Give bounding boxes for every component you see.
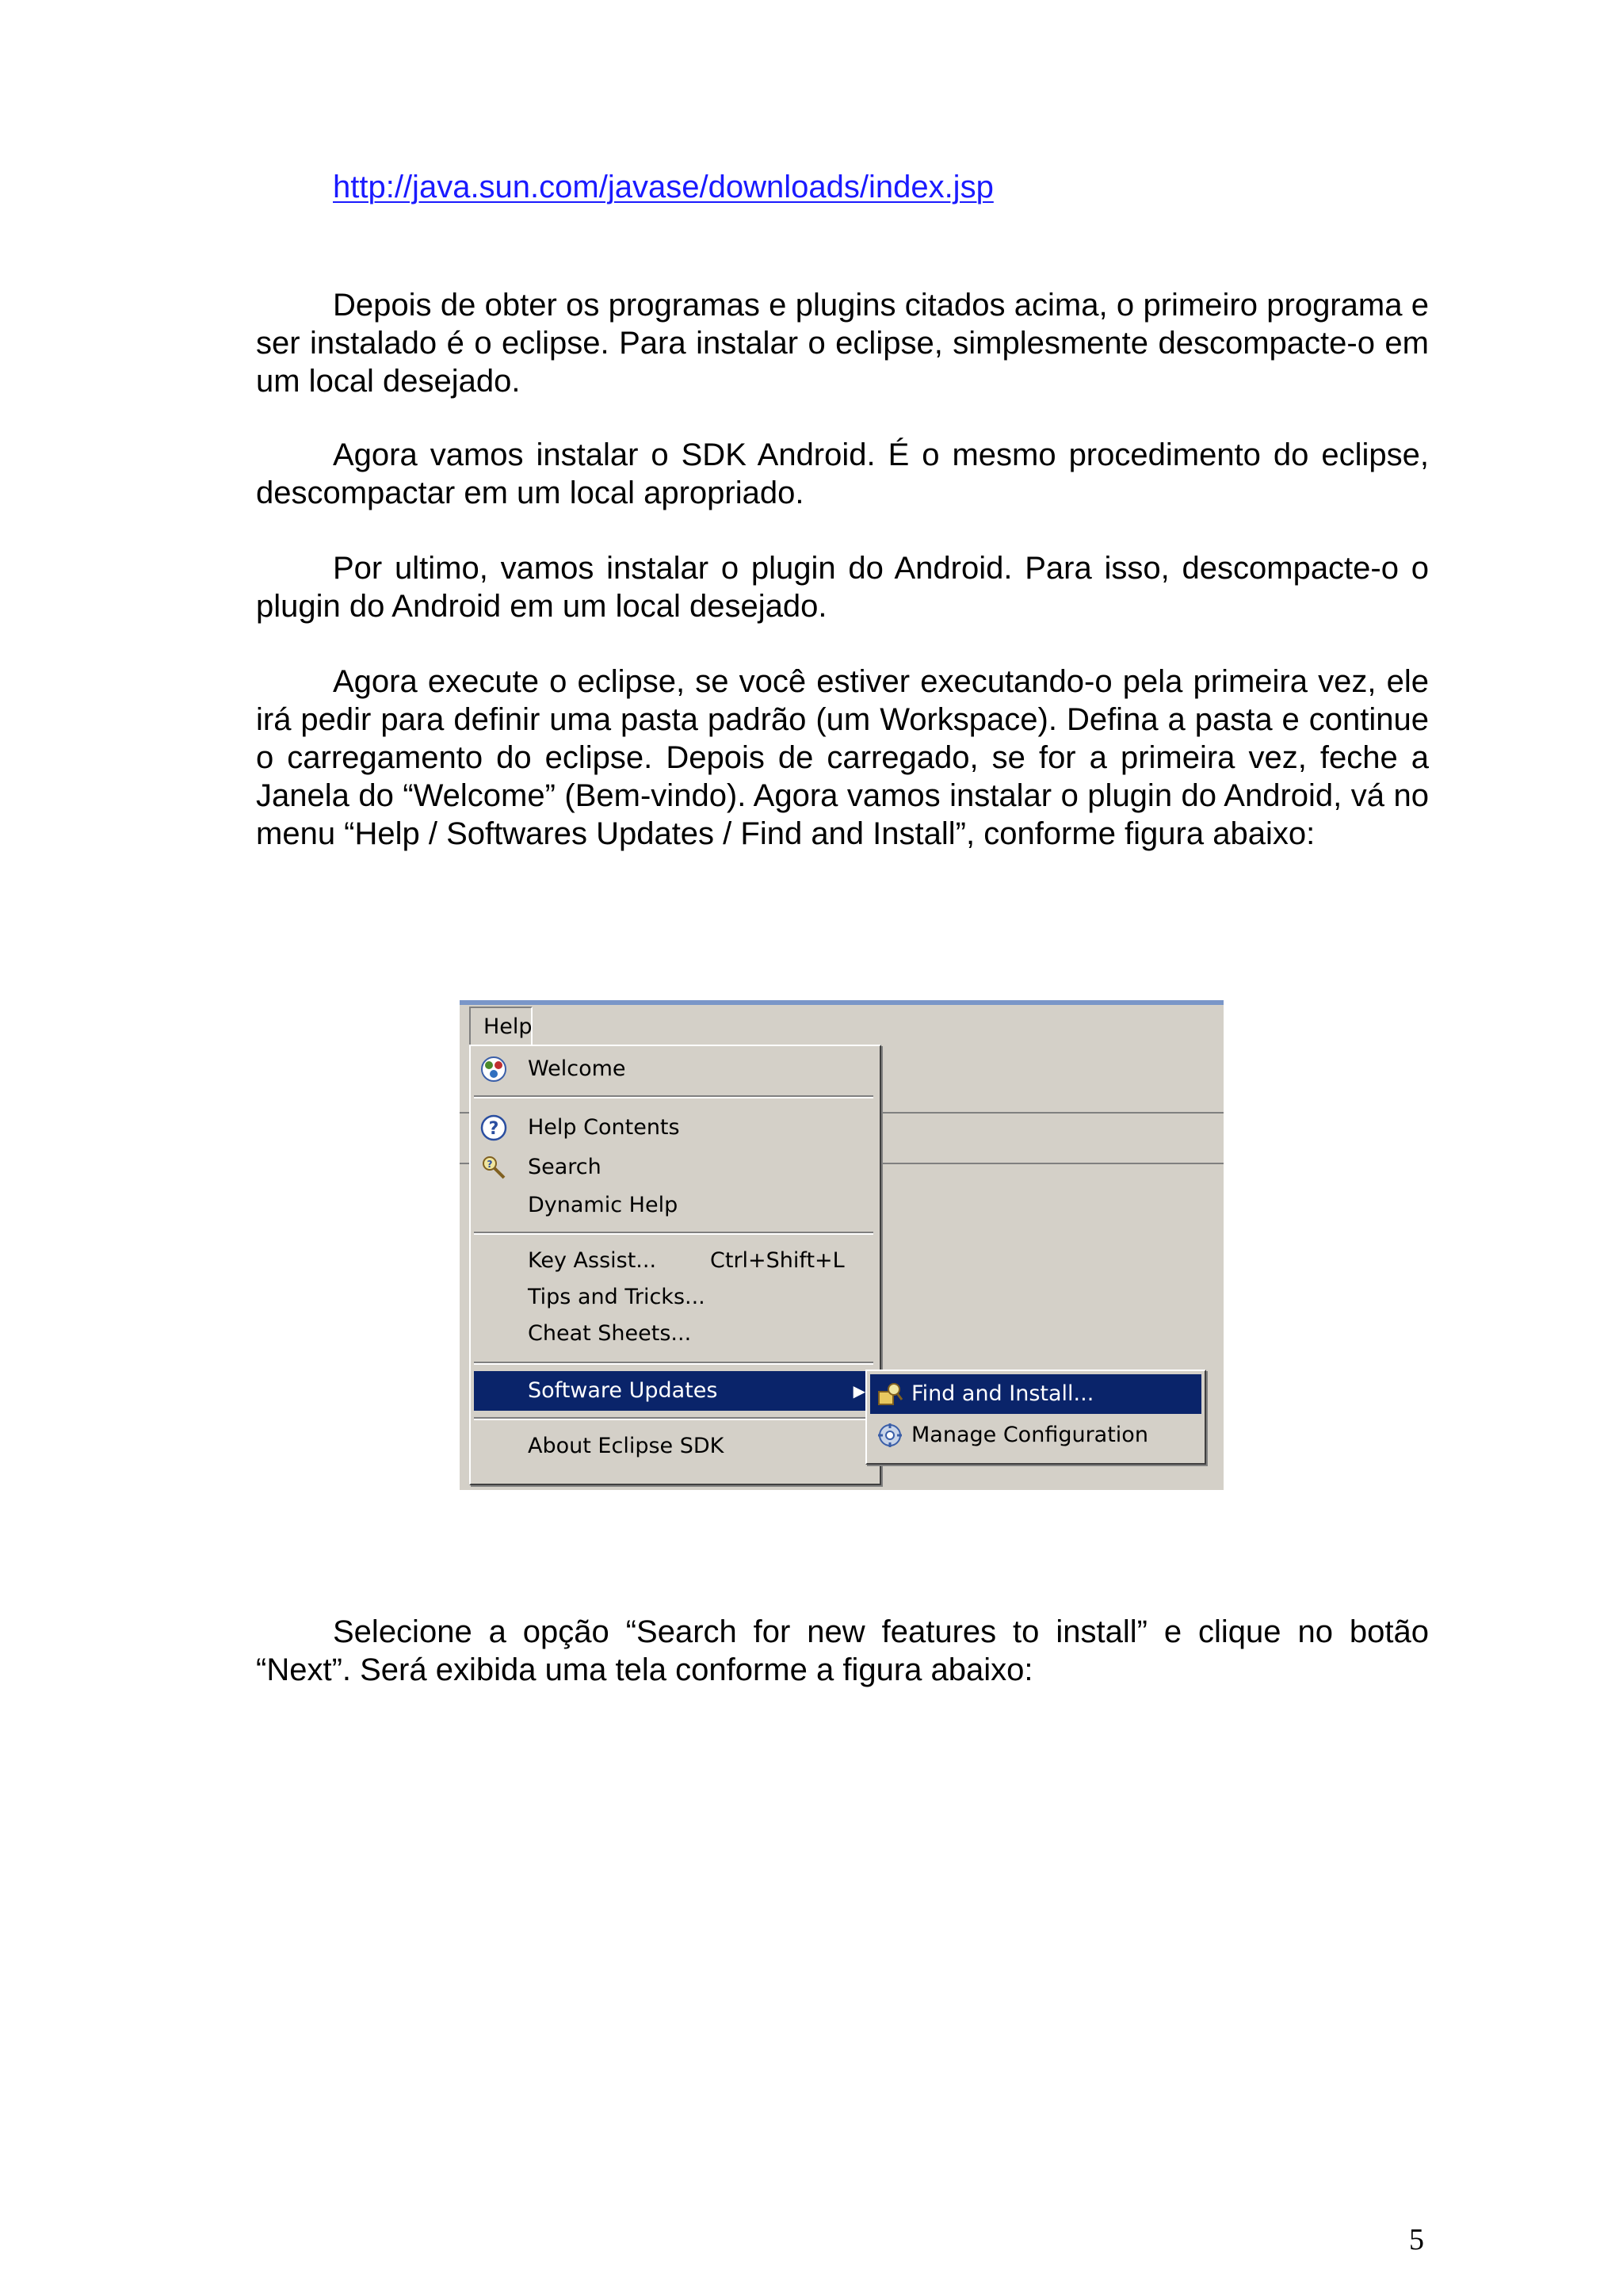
menu-item-manage-configuration[interactable] xyxy=(870,1415,1201,1455)
search-icon xyxy=(480,1154,507,1181)
key-assist-shortcut: Ctrl+Shift+L xyxy=(710,1248,845,1273)
menu-item-tips-and-tricks[interactable] xyxy=(474,1278,873,1317)
menu-item-search[interactable] xyxy=(474,1148,873,1187)
menu-item-label: Tips and Tricks... xyxy=(528,1285,705,1309)
submenu-arrow-icon: ▶ xyxy=(853,1381,865,1400)
menu-item-find-and-install[interactable] xyxy=(870,1374,1201,1414)
svg-text:?: ? xyxy=(487,1159,493,1170)
menu-separator xyxy=(474,1417,873,1420)
help-dropdown xyxy=(469,1045,881,1485)
menu-item-label: Search xyxy=(528,1155,601,1179)
menu-item-label: Find and Install... xyxy=(911,1381,1094,1406)
menu-item-cheat-sheets[interactable] xyxy=(474,1314,873,1354)
menu-item-label: Cheat Sheets... xyxy=(528,1321,692,1346)
menu-item-label: Welcome xyxy=(528,1056,626,1081)
menu-item-welcome[interactable] xyxy=(474,1049,873,1089)
java-download-link[interactable]: http://java.sun.com/javase/downloads/index.jsp xyxy=(333,170,994,204)
svg-text:?: ? xyxy=(488,1119,499,1139)
window-top-border xyxy=(460,1000,1224,1005)
help-contents-icon xyxy=(480,1114,507,1141)
menu-separator xyxy=(474,1362,873,1365)
menu-separator xyxy=(474,1095,873,1098)
software-updates-submenu xyxy=(865,1370,1206,1465)
help-menu[interactable]: Help xyxy=(469,1007,533,1046)
paragraph-run-eclipse: Agora execute o eclipse, se você estiver executando-o pela primeira vez, ele irá pedir para definir uma pasta padrão (um Workspace). Defina a pasta e continue o carregamento do eclipse. Depois de carregado, se for a primeira vez, feche a Janela do “Welcome” (Bem-vindo). Agora vamos instalar o plugin do Android, vá no menu “Help / Softwares Updates / Find and Install”, conforme figura abaixo: xyxy=(256,664,1429,851)
paragraph-install-plugin: Por ultimo, vamos instalar o plugin do Android. Para isso, descompacte-o o plugin do Android em um local desejado. xyxy=(256,551,1429,624)
menu-item-help-contents[interactable] xyxy=(474,1108,873,1148)
menu-separator xyxy=(474,1232,873,1235)
paragraph-install-sdk: Agora vamos instalar o SDK Android. É o mesmo procedimento do eclipse, descompactar em um local apropriado. xyxy=(256,437,1429,510)
menu-item-label: Manage Configuration xyxy=(911,1423,1148,1447)
menu-item-label: Software Updates xyxy=(528,1378,718,1403)
welcome-icon xyxy=(480,1056,507,1083)
menu-item-label: Key Assist... xyxy=(528,1248,657,1273)
menu-item-label: About Eclipse SDK xyxy=(528,1434,724,1458)
menu-item-key-assist[interactable] xyxy=(474,1241,873,1281)
menu-item-about-eclipse-sdk[interactable] xyxy=(474,1427,873,1466)
paragraph-install-eclipse: Depois de obter os programas e plugins citados acima, o primeiro programa e ser instalado é o eclipse. Para instalar o eclipse, simplesmente descompacte-o em um local desejado. xyxy=(256,288,1429,399)
menu-item-software-updates[interactable] xyxy=(474,1371,873,1411)
eclipse-help-menu-screenshot xyxy=(460,1000,1224,1490)
page-number: 5 xyxy=(1409,2223,1424,2256)
menu-item-label: Dynamic Help xyxy=(528,1193,678,1217)
manage-configuration-icon xyxy=(876,1422,903,1449)
paragraph-search-features: Selecione a opção “Search for new features to install” e clique no botão “Next”. Será exibida uma tela conforme a figura abaixo: xyxy=(256,1614,1429,1687)
menu-item-dynamic-help[interactable] xyxy=(474,1186,873,1225)
find-install-icon xyxy=(876,1381,903,1408)
menu-item-label: Help Contents xyxy=(528,1115,680,1140)
